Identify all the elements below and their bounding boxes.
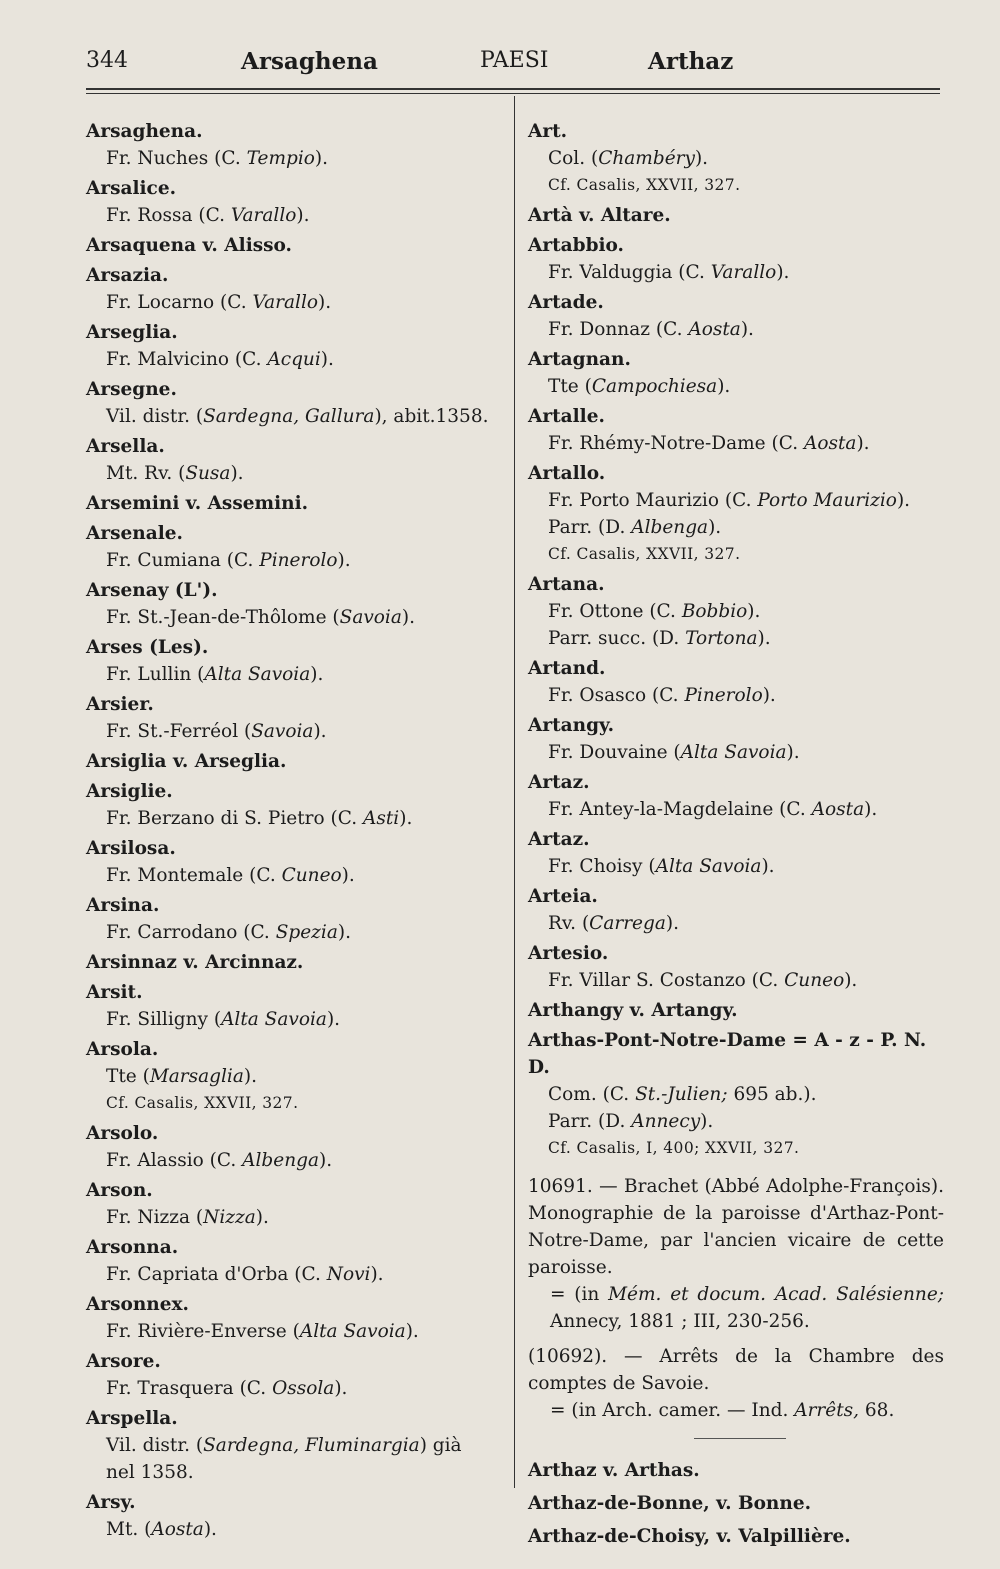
gazetteer-entry xyxy=(86,232,508,262)
entry-detail: Fr. Porto Maurizio (C. Porto Maurizio). xyxy=(548,490,911,511)
entry-detail: Fr. Douvaine (Alta Savoia). xyxy=(548,742,800,763)
bibliography-source: = (in Mém. et docum. Acad. Salésienne; Annecy, 1881 ; III, 230-256. xyxy=(550,1284,945,1332)
entry-headword: Arsit. xyxy=(86,982,143,1003)
entry-detail: Vil. distr. (Sardegna, Fluminargia) già xyxy=(106,1435,462,1456)
gazetteer-entry xyxy=(86,376,508,433)
gazetteer-entry xyxy=(86,1120,508,1177)
entry-parish: Parr. (D. Annecy). xyxy=(548,1111,714,1132)
gazetteer-entry xyxy=(86,748,508,778)
italic-name: Tempio xyxy=(246,148,315,169)
header-rule-thin xyxy=(86,93,940,94)
italic-name: Ossola xyxy=(272,1378,335,1399)
trailing-entries xyxy=(528,1457,944,1550)
entry-headword: Arsalice. xyxy=(86,178,177,199)
entry-detail: Fr. Choisy (Alta Savoia). xyxy=(548,856,775,877)
gazetteer-entry xyxy=(528,769,944,826)
italic-name: Bobbio xyxy=(681,601,748,622)
entry-headword: Arsella. xyxy=(86,436,165,457)
italic-name: Sardegna, Fluminargia xyxy=(203,1435,420,1456)
running-head-left: Arsaghena xyxy=(241,48,378,75)
gazetteer-entry xyxy=(528,202,944,232)
italic-name: Albenga xyxy=(242,1150,319,1171)
gazetteer-entry xyxy=(528,1027,944,1165)
entry-headword: Arseglia. xyxy=(86,322,178,343)
italic-name: Aosta xyxy=(151,1519,204,1540)
entry-headword: Arsy. xyxy=(86,1492,136,1513)
entry-detail: Fr. Rossa (C. Varallo). xyxy=(106,205,310,226)
entry-headword: Arsiglia v. Arseglia. xyxy=(86,751,287,772)
entry-parish: Parr. (D. Albenga). xyxy=(548,517,722,538)
entry-headword: Artabbio. xyxy=(528,235,624,256)
column-divider xyxy=(514,96,515,1488)
entry-reference: Cf. Casalis, I, 400; XXVII, 327. xyxy=(548,1139,800,1157)
italic-name: Acqui xyxy=(267,349,321,370)
entry-detail: Fr. Rhémy-Notre-Dame (C. Aosta). xyxy=(548,433,870,454)
cross-reference-entry: Arthaz-de-Bonne, v. Bonne. xyxy=(528,1493,812,1514)
gazetteer-entry xyxy=(86,778,508,835)
gazetteer-entry xyxy=(86,1348,508,1405)
italic-name: Tortona xyxy=(685,628,758,649)
entry-detail: Fr. Nuches (C. Tempio). xyxy=(106,148,328,169)
entry-headword: Arsier. xyxy=(86,694,154,715)
entry-detail: Fr. Ottone (C. Bobbio). xyxy=(548,601,761,622)
entry-detail: Fr. Cumiana (C. Pinerolo). xyxy=(106,550,351,571)
italic-name: Varallo xyxy=(230,205,297,226)
entry-detail: Fr. Osasco (C. Pinerolo). xyxy=(548,685,776,706)
entry-headword: Artà v. Altare. xyxy=(528,205,671,226)
entry-headword: Artangy. xyxy=(528,715,615,736)
italic-name: Alta Savoia xyxy=(680,742,787,763)
entry-headword: Arsilosa. xyxy=(86,838,176,859)
italic-name: Asti xyxy=(363,808,400,829)
italic-name: Annecy xyxy=(631,1111,701,1132)
italic-name: Cuneo xyxy=(784,970,845,991)
entry-headword: Arsegne. xyxy=(86,379,177,400)
entry-headword: Arsina. xyxy=(86,895,160,916)
right-entries xyxy=(528,118,944,1165)
gazetteer-entry xyxy=(528,346,944,403)
gazetteer-entry xyxy=(86,577,508,634)
entry-headword: Artana. xyxy=(528,574,605,595)
running-head-right: Arthaz xyxy=(648,48,734,75)
entry-headword: Arsenay (L'). xyxy=(86,580,218,601)
gazetteer-entry xyxy=(528,289,944,346)
entry-headword: Arsaghena. xyxy=(86,121,203,142)
gazetteer-entry xyxy=(528,655,944,712)
entry-detail: Fr. Alassio (C. Albenga). xyxy=(106,1150,333,1171)
entry-headword: Arsonna. xyxy=(86,1237,179,1258)
entry-headword: Arsinnaz v. Arcinnaz. xyxy=(86,952,304,973)
entry-headword: Arsolo. xyxy=(86,1123,159,1144)
italic-title: Arrêts, xyxy=(794,1400,860,1421)
entry-headword: Artallo. xyxy=(528,463,606,484)
entry-detail: Fr. Nizza (Nizza). xyxy=(106,1207,269,1228)
italic-name: Marsaglia xyxy=(149,1066,244,1087)
gazetteer-entry xyxy=(528,997,944,1027)
gazetteer-entry xyxy=(86,175,508,232)
entry-gap xyxy=(528,1162,944,1165)
entry-detail: Fr. Locarno (C. Varallo). xyxy=(106,292,332,313)
entry-headword: Arsazia. xyxy=(86,265,169,286)
gazetteer-entry xyxy=(86,490,508,520)
gazetteer-entry xyxy=(86,262,508,319)
gazetteer-entry xyxy=(528,712,944,769)
gazetteer-entry xyxy=(528,940,944,997)
italic-name: Campochiesa xyxy=(591,376,718,397)
gazetteer-entry xyxy=(86,949,508,979)
italic-name: Pinerolo xyxy=(684,685,763,706)
entry-detail: Fr. St.-Ferréol (Savoia). xyxy=(106,721,327,742)
bibliography xyxy=(528,1173,944,1424)
entry-headword: Arsenale. xyxy=(86,523,183,544)
gazetteer-entry xyxy=(528,826,944,883)
gazetteer-entry xyxy=(86,520,508,577)
entry-detail: Col. (Chambéry). xyxy=(548,148,709,169)
gazetteer-entry xyxy=(528,118,944,202)
entry-detail: Fr. St.-Jean-de-Thôlome (Savoia). xyxy=(106,607,415,628)
entry-headword: Arses (Les). xyxy=(86,637,209,658)
entry-headword: Arteia. xyxy=(528,886,598,907)
entry-headword: Artade. xyxy=(528,292,604,313)
italic-name: Sardegna, Gallura xyxy=(203,406,375,427)
italic-title: Mém. et docum. Acad. Salésienne; xyxy=(608,1284,945,1305)
italic-name: Albenga xyxy=(631,517,709,538)
entry-headword: Arthangy v. Artangy. xyxy=(528,1000,738,1021)
bibliography-item: (10692). — Arrêts de la Chambre des comptes de Savoie. = (in Arch. camer. — Ind. Arrêts, 68. xyxy=(528,1343,944,1424)
italic-name: Pinerolo xyxy=(259,550,338,571)
bibliography-source: = (in Arch. camer. — Ind. Arrêts, 68. xyxy=(550,1400,895,1421)
section-separator xyxy=(694,1438,786,1439)
entry-detail: Fr. Trasquera (C. Ossola). xyxy=(106,1378,348,1399)
italic-name: Porto Maurizio xyxy=(757,490,897,511)
entry-parish: Parr. succ. (D. Tortona). xyxy=(548,628,771,649)
entry-detail: Com. (C. St.-Julien; 695 ab.). xyxy=(548,1084,817,1105)
gazetteer-entry xyxy=(86,433,508,490)
entry-detail: Fr. Donnaz (C. Aosta). xyxy=(548,319,754,340)
bibliography-item: 10691. — Brachet (Abbé Adolphe-François). Monographie de la paroisse d'Arthaz-Pont-Notre-Dame, par l'ancien vicaire de cette paroisse. = (in Mém. et docum. Acad. Salésienne; Annecy, 1881 ; III, 230-256. xyxy=(528,1173,944,1335)
italic-name: Aosta xyxy=(811,799,865,820)
gazetteer-entry xyxy=(86,1405,508,1489)
gazetteer-entry xyxy=(528,460,944,571)
gazetteer-entry xyxy=(86,1234,508,1291)
entry-gap xyxy=(86,1543,508,1546)
italic-name: Alta Savoia xyxy=(204,664,311,685)
italic-name: Novi xyxy=(326,1264,371,1285)
entry-reference: Cf. Casalis, XXVII, 327. xyxy=(548,176,741,194)
gazetteer-entry xyxy=(528,232,944,289)
entry-detail: Fr. Malvicino (C. Acqui). xyxy=(106,349,334,370)
italic-name: Cuneo xyxy=(281,865,342,886)
gazetteer-entry xyxy=(86,319,508,376)
entry-headword: Artaz. xyxy=(528,772,590,793)
gazetteer-entry xyxy=(86,1291,508,1348)
gazetteer-entry xyxy=(86,892,508,949)
entry-detail: Fr. Villar S. Costanzo (C. Cuneo). xyxy=(548,970,858,991)
entry-headword: Arsola. xyxy=(86,1039,159,1060)
italic-name: Chambéry xyxy=(598,148,695,169)
italic-name: Nizza xyxy=(203,1207,256,1228)
entry-detail: Tte (Marsaglia). xyxy=(106,1066,257,1087)
entry-detail: Rv. (Carrega). xyxy=(548,913,679,934)
entry-detail: Vil. distr. (Sardegna, Gallura), abit.1358. xyxy=(106,406,489,427)
italic-name: Alta Savoia xyxy=(221,1009,327,1030)
italic-name: Savoia xyxy=(339,607,402,628)
entry-headword: Artesio. xyxy=(528,943,609,964)
entry-detail: Fr. Carrodano (C. Spezia). xyxy=(106,922,351,943)
italic-name: Aosta xyxy=(803,433,857,454)
entry-detail: Fr. Rivière-Enverse (Alta Savoia). xyxy=(106,1321,419,1342)
gazetteer-entry xyxy=(86,691,508,748)
entry-detail: Fr. Montemale (C. Cuneo). xyxy=(106,865,355,886)
italic-name: Varallo xyxy=(252,292,319,313)
entry-headword: Artaz. xyxy=(528,829,590,850)
entry-headword: Arthas-Pont-Notre-Dame = A - z - P. N. D. xyxy=(528,1030,927,1078)
italic-name: Spezia xyxy=(275,922,338,943)
entry-headword: Artand. xyxy=(528,658,606,679)
gazetteer-entry xyxy=(86,118,508,175)
italic-name: Alta Savoia xyxy=(655,856,762,877)
gazetteer-entry xyxy=(86,1036,508,1120)
entry-detail: Tte (Campochiesa). xyxy=(548,376,731,397)
right-column xyxy=(528,118,944,1556)
entry-headword: Arsemini v. Assemini. xyxy=(86,493,309,514)
entry-detail: Mt. (Aosta). xyxy=(106,1519,217,1540)
entry-headword: Arsonnex. xyxy=(86,1294,189,1315)
entry-reference: Cf. Casalis, XXVII, 327. xyxy=(548,545,741,563)
gazetteer-entry xyxy=(86,835,508,892)
entry-detail: Mt. Rv. (Susa). xyxy=(106,463,244,484)
running-head-section: PAESI xyxy=(480,48,549,73)
gazetteer-entry xyxy=(86,634,508,691)
entry-detail-cont: nel 1358. xyxy=(106,1462,194,1483)
page-header xyxy=(0,48,1000,84)
entry-headword: Arsore. xyxy=(86,1351,161,1372)
page-number: 344 xyxy=(86,48,128,73)
gazetteer-entry xyxy=(528,571,944,655)
entry-detail: Fr. Silligny (Alta Savoia). xyxy=(106,1009,341,1030)
entry-detail: Fr. Lullin (Alta Savoia). xyxy=(106,664,324,685)
cross-reference-entry: Arthaz-de-Choisy, v. Valpillière. xyxy=(528,1526,851,1547)
left-column xyxy=(86,118,508,1546)
entry-detail: Fr. Valduggia (C. Varallo). xyxy=(548,262,790,283)
italic-name: Susa xyxy=(185,463,231,484)
entry-headword: Arspella. xyxy=(86,1408,178,1429)
entry-detail: Fr. Antey-la-Magdelaine (C. Aosta). xyxy=(548,799,878,820)
italic-name: Carrega xyxy=(589,913,666,934)
gazetteer-entry xyxy=(86,1489,508,1546)
italic-name: Aosta xyxy=(688,319,741,340)
gazetteer-entry xyxy=(528,403,944,460)
entry-reference: Cf. Casalis, XXVII, 327. xyxy=(106,1094,299,1112)
entry-headword: Arsiglie. xyxy=(86,781,173,802)
gazetteer-entry xyxy=(86,979,508,1036)
italic-name: Varallo xyxy=(710,262,777,283)
gazetteer-entry xyxy=(86,1177,508,1234)
italic-name: Alta Savoia xyxy=(299,1321,406,1342)
italic-name: Savoia xyxy=(251,721,314,742)
italic-name: St.-Julien; xyxy=(635,1084,728,1105)
header-rule xyxy=(86,88,940,90)
gazetteer-entry xyxy=(528,883,944,940)
entry-headword: Artagnan. xyxy=(528,349,631,370)
entry-headword: Art. xyxy=(528,121,568,142)
entry-detail: Fr. Capriata d'Orba (C. Novi). xyxy=(106,1264,384,1285)
entry-headword: Arsaquena v. Alisso. xyxy=(86,235,293,256)
entry-detail: Fr. Berzano di S. Pietro (C. Asti). xyxy=(106,808,413,829)
cross-reference-entry: Arthaz v. Arthas. xyxy=(528,1460,700,1481)
entry-headword: Arson. xyxy=(86,1180,153,1201)
entry-headword: Artalle. xyxy=(528,406,605,427)
